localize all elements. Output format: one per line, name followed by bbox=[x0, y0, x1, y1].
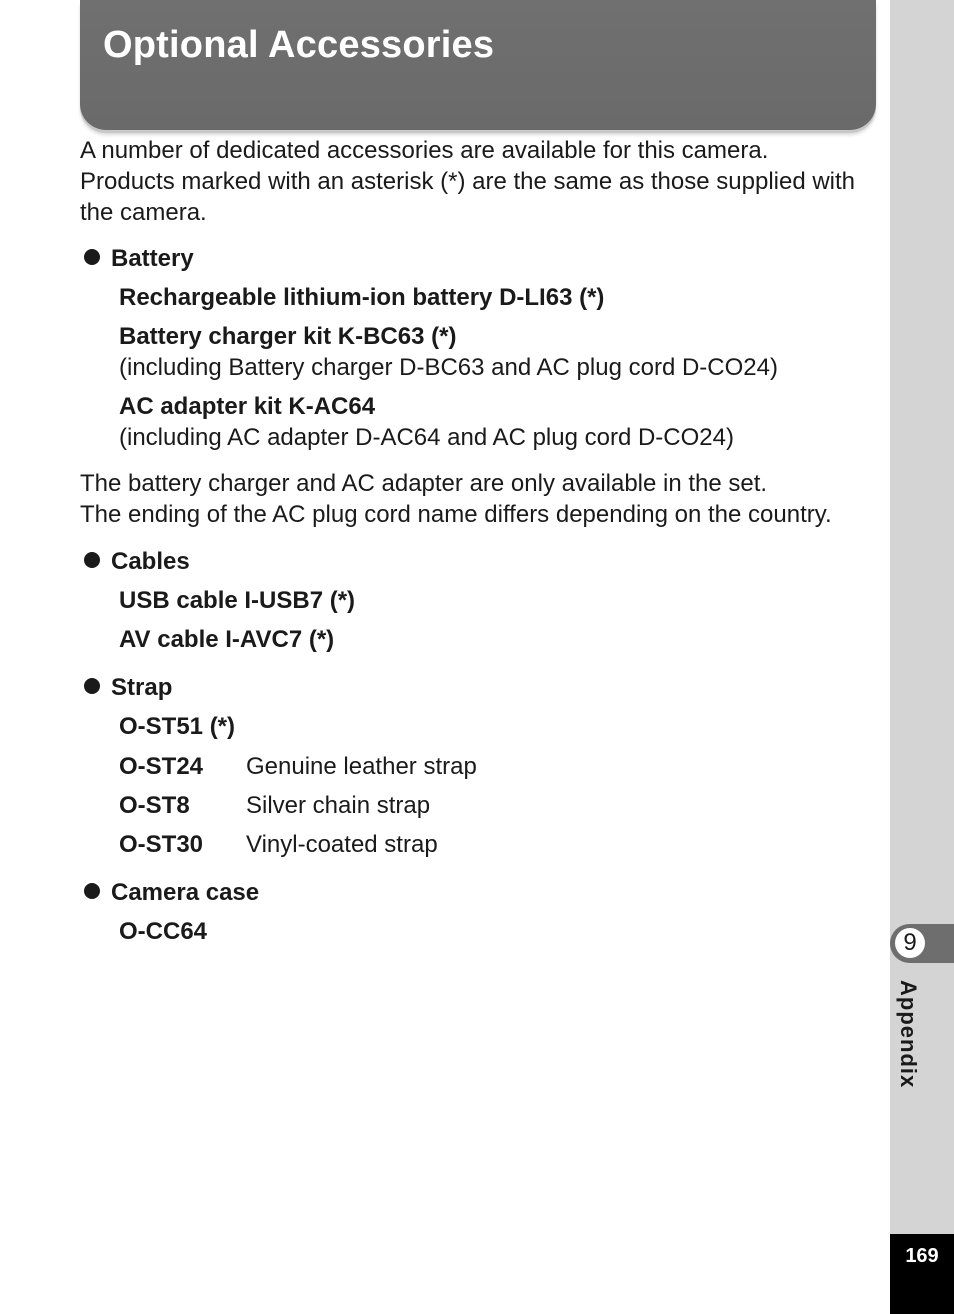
section-heading: Camera case bbox=[111, 879, 260, 906]
bullet-icon bbox=[84, 249, 100, 265]
section-battery bbox=[84, 245, 194, 273]
av-cable-item: AV cable I-AVC7 (*) bbox=[119, 626, 335, 653]
strap-row bbox=[119, 753, 477, 781]
intro-line: A number of dedicated accessories are available for this camera. bbox=[80, 137, 769, 164]
chapter-number: 9 bbox=[895, 928, 925, 958]
usb-cable-item: USB cable I-USB7 (*) bbox=[119, 587, 356, 614]
adapter-item: AC adapter kit K-AC64 bbox=[119, 393, 376, 420]
charger-detail: (including Battery charger D-BC63 and AC plug cord D-CO24) bbox=[119, 354, 778, 381]
section-strap bbox=[84, 674, 172, 702]
battery-item: Rechargeable lithium-ion battery D-LI63 (*) bbox=[119, 284, 605, 311]
strap-description: Genuine leather strap bbox=[246, 753, 477, 780]
strap-description: Silver chain strap bbox=[246, 792, 431, 819]
intro-line: the camera. bbox=[80, 199, 207, 226]
strap-row bbox=[119, 831, 438, 859]
strap-row bbox=[119, 792, 430, 820]
note-line: The ending of the AC plug cord name differs depending on the country. bbox=[80, 501, 832, 528]
chapter-label: Appendix bbox=[896, 980, 921, 1089]
page-number: 169 bbox=[890, 1234, 954, 1314]
chapter-sidebar bbox=[890, 0, 954, 1314]
intro-line: Products marked with an asterisk (*) are the same as those supplied with bbox=[80, 168, 856, 195]
charger-item: Battery charger kit K-BC63 (*) bbox=[119, 323, 457, 350]
section-heading: Cables bbox=[111, 548, 190, 575]
strap-item: O-ST51 (*) bbox=[119, 713, 236, 740]
note-line: The battery charger and AC adapter are only available in the set. bbox=[80, 470, 768, 497]
section-heading: Battery bbox=[111, 245, 194, 272]
section-camera-case bbox=[84, 879, 259, 907]
section-heading: Strap bbox=[111, 674, 173, 701]
page-title: Optional Accessories bbox=[103, 24, 495, 66]
note-paragraph bbox=[80, 468, 832, 530]
strap-description: Vinyl-coated strap bbox=[246, 831, 438, 858]
case-item: O-CC64 bbox=[119, 918, 208, 945]
bullet-icon bbox=[84, 678, 100, 694]
bullet-icon bbox=[84, 552, 100, 568]
section-cables bbox=[84, 548, 190, 576]
strap-code: O-ST24 bbox=[119, 753, 204, 780]
adapter-detail: (including AC adapter D-AC64 and AC plug cord D-CO24) bbox=[119, 424, 734, 451]
intro-paragraph bbox=[80, 135, 855, 228]
page-header bbox=[80, 0, 876, 130]
strap-code: O-ST8 bbox=[119, 792, 190, 819]
bullet-icon bbox=[84, 883, 100, 899]
strap-code: O-ST30 bbox=[119, 831, 204, 858]
